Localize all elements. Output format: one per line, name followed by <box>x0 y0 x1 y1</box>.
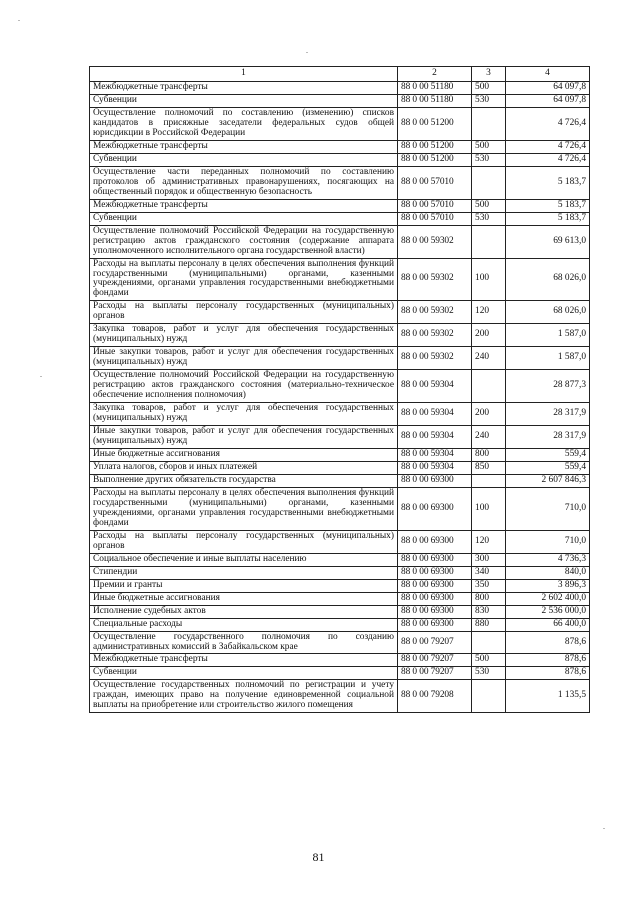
table-row <box>90 82 590 95</box>
table-row <box>90 592 590 605</box>
cell-code: 88 0 00 57010 <box>398 199 472 212</box>
cell-code: 88 0 00 79207 <box>398 667 472 680</box>
cell-name: Межбюджетные трансферты <box>90 199 398 212</box>
cell-vr <box>472 474 506 487</box>
cell-sum: 66 400,0 <box>506 618 590 631</box>
table-row <box>90 426 590 449</box>
cell-vr: 120 <box>472 530 506 553</box>
cell-code: 88 0 00 69300 <box>398 618 472 631</box>
cell-name: Расходы на выплаты персоналу государственных (муниципальных) органов <box>90 301 398 324</box>
cell-name: Субвенции <box>90 667 398 680</box>
cell-name: Иные закупки товаров, работ и услуг для обеспечения государственных (муниципальных) нужд <box>90 347 398 370</box>
cell-vr: 300 <box>472 553 506 566</box>
cell-vr: 530 <box>472 94 506 107</box>
cell-vr <box>472 631 506 654</box>
cell-sum: 5 183,7 <box>506 166 590 199</box>
cell-name: Осуществление части переданных полномочий по составлению протоколов об административных правонарушениях, посягающих на общественный порядок и общественную безопасность <box>90 166 398 199</box>
header-col-code: 2 <box>398 67 472 82</box>
cell-sum: 878,6 <box>506 654 590 667</box>
table-row <box>90 324 590 347</box>
cell-name: Социальное обеспечение и иные выплаты населению <box>90 553 398 566</box>
cell-sum: 64 097,8 <box>506 94 590 107</box>
cell-code: 88 0 00 57010 <box>398 212 472 225</box>
table-row <box>90 199 590 212</box>
header-row <box>90 67 590 82</box>
table-row <box>90 212 590 225</box>
table-row <box>90 258 590 301</box>
cell-vr: 500 <box>472 82 506 95</box>
cell-sum: 5 183,7 <box>506 199 590 212</box>
scan-speck <box>603 828 605 829</box>
cell-vr: 340 <box>472 566 506 579</box>
cell-code: 88 0 00 69300 <box>398 474 472 487</box>
cell-vr: 500 <box>472 654 506 667</box>
cell-code: 88 0 00 69300 <box>398 579 472 592</box>
table-row <box>90 153 590 166</box>
cell-code: 88 0 00 51200 <box>398 153 472 166</box>
cell-code: 88 0 00 57010 <box>398 166 472 199</box>
table-row <box>90 579 590 592</box>
cell-sum: 28 877,3 <box>506 370 590 403</box>
cell-sum: 1 135,5 <box>506 680 590 713</box>
cell-sum: 710,0 <box>506 530 590 553</box>
cell-sum: 64 097,8 <box>506 82 590 95</box>
cell-sum: 69 613,0 <box>506 225 590 258</box>
cell-vr: 530 <box>472 212 506 225</box>
cell-vr: 200 <box>472 324 506 347</box>
table-row <box>90 166 590 199</box>
cell-name: Субвенции <box>90 153 398 166</box>
table-row <box>90 107 590 140</box>
table-row <box>90 225 590 258</box>
cell-vr: 530 <box>472 667 506 680</box>
cell-code: 88 0 00 51180 <box>398 82 472 95</box>
cell-name: Закупка товаров, работ и услуг для обеспечения государственных (муниципальных) нужд <box>90 324 398 347</box>
cell-vr <box>472 225 506 258</box>
scan-speck <box>40 376 42 377</box>
cell-sum: 5 183,7 <box>506 212 590 225</box>
scan-speck <box>18 20 20 21</box>
cell-code: 88 0 00 69300 <box>398 592 472 605</box>
cell-sum: 840,0 <box>506 566 590 579</box>
cell-name: Межбюджетные трансферты <box>90 140 398 153</box>
cell-name: Иные бюджетные ассигнования <box>90 449 398 462</box>
cell-vr: 530 <box>472 153 506 166</box>
cell-vr <box>472 107 506 140</box>
cell-code: 88 0 00 59302 <box>398 324 472 347</box>
cell-name: Иные бюджетные ассигнования <box>90 592 398 605</box>
header-col-vr: 3 <box>472 67 506 82</box>
cell-vr: 800 <box>472 592 506 605</box>
table-row <box>90 140 590 153</box>
cell-code: 88 0 00 59304 <box>398 426 472 449</box>
cell-name: Субвенции <box>90 212 398 225</box>
cell-sum: 710,0 <box>506 487 590 530</box>
budget-table <box>89 66 590 713</box>
cell-code: 88 0 00 51200 <box>398 140 472 153</box>
cell-sum: 3 896,3 <box>506 579 590 592</box>
cell-code: 88 0 00 59304 <box>398 403 472 426</box>
table-row <box>90 654 590 667</box>
cell-sum: 4 726,4 <box>506 107 590 140</box>
table-row <box>90 347 590 370</box>
cell-vr <box>472 680 506 713</box>
cell-vr: 100 <box>472 258 506 301</box>
cell-name: Закупка товаров, работ и услуг для обеспечения государственных (муниципальных) нужд <box>90 403 398 426</box>
cell-name: Осуществление государственного полномочия по созданию административных комиссий в Забайкальском крае <box>90 631 398 654</box>
cell-vr: 240 <box>472 426 506 449</box>
cell-sum: 1 587,0 <box>506 324 590 347</box>
cell-code: 88 0 00 59304 <box>398 370 472 403</box>
cell-vr: 200 <box>472 403 506 426</box>
table-row <box>90 474 590 487</box>
cell-vr <box>472 370 506 403</box>
cell-code: 88 0 00 79207 <box>398 654 472 667</box>
cell-code: 88 0 00 59302 <box>398 225 472 258</box>
cell-name: Осуществление полномочий Российской Федерации на государственную регистрацию актов гражданского состояния (материально-техническое обеспечение исполнения полномочия) <box>90 370 398 403</box>
cell-vr: 100 <box>472 487 506 530</box>
cell-name: Межбюджетные трансферты <box>90 82 398 95</box>
cell-vr: 800 <box>472 449 506 462</box>
header-col-name: 1 <box>90 67 398 82</box>
cell-name: Выполнение других обязательств государства <box>90 474 398 487</box>
table-row <box>90 605 590 618</box>
scan-speck <box>306 52 308 53</box>
cell-code: 88 0 00 69300 <box>398 605 472 618</box>
cell-name: Осуществление государственных полномочий по регистрации и учету граждан, имеющих право на получение единовременной социальной выплаты на приобретение или строительство жилого помещения <box>90 680 398 713</box>
cell-vr: 120 <box>472 301 506 324</box>
cell-code: 88 0 00 79208 <box>398 680 472 713</box>
cell-sum: 68 026,0 <box>506 258 590 301</box>
table-row <box>90 487 590 530</box>
cell-vr: 830 <box>472 605 506 618</box>
cell-name: Стипендии <box>90 566 398 579</box>
table-row <box>90 667 590 680</box>
cell-name: Исполнение судебных актов <box>90 605 398 618</box>
table-body <box>90 82 590 713</box>
table-row <box>90 680 590 713</box>
cell-vr: 500 <box>472 199 506 212</box>
cell-code: 88 0 00 59302 <box>398 301 472 324</box>
cell-name: Расходы на выплаты персоналу государственных (муниципальных) органов <box>90 530 398 553</box>
table-row <box>90 461 590 474</box>
table-header <box>90 67 590 82</box>
cell-name: Иные закупки товаров, работ и услуг для обеспечения государственных (муниципальных) нужд <box>90 426 398 449</box>
header-col-sum: 4 <box>506 67 590 82</box>
table-row <box>90 94 590 107</box>
cell-code: 88 0 00 79207 <box>398 631 472 654</box>
cell-vr: 880 <box>472 618 506 631</box>
table-row <box>90 403 590 426</box>
table-row <box>90 566 590 579</box>
cell-code: 88 0 00 59304 <box>398 449 472 462</box>
cell-sum: 4 736,3 <box>506 553 590 566</box>
cell-code: 88 0 00 69300 <box>398 566 472 579</box>
cell-sum: 68 026,0 <box>506 301 590 324</box>
table-row <box>90 618 590 631</box>
cell-vr: 240 <box>472 347 506 370</box>
table-row <box>90 449 590 462</box>
cell-sum: 4 726,4 <box>506 153 590 166</box>
cell-code: 88 0 00 69300 <box>398 487 472 530</box>
cell-sum: 878,6 <box>506 667 590 680</box>
cell-name: Осуществление полномочий Российской Федерации на государственную регистрацию актов гражданского состояния (содержание аппарата уполномоченного исполнительного органа государственной власти) <box>90 225 398 258</box>
cell-sum: 28 317,9 <box>506 403 590 426</box>
cell-sum: 1 587,0 <box>506 347 590 370</box>
cell-name: Специальные расходы <box>90 618 398 631</box>
cell-name: Межбюджетные трансферты <box>90 654 398 667</box>
cell-name: Расходы на выплаты персоналу в целях обеспечения выполнения функций государственными (муниципальными) органами, казенными учреждениями, органами управления государственными внебюджетными фондами <box>90 487 398 530</box>
cell-sum: 2 536 000,0 <box>506 605 590 618</box>
cell-code: 88 0 00 51180 <box>398 94 472 107</box>
cell-vr: 500 <box>472 140 506 153</box>
cell-code: 88 0 00 51200 <box>398 107 472 140</box>
table-row <box>90 631 590 654</box>
cell-code: 88 0 00 69300 <box>398 553 472 566</box>
table-row <box>90 301 590 324</box>
cell-code: 88 0 00 69300 <box>398 530 472 553</box>
cell-sum: 559,4 <box>506 449 590 462</box>
cell-code: 88 0 00 59302 <box>398 347 472 370</box>
cell-sum: 2 602 400,0 <box>506 592 590 605</box>
cell-sum: 2 607 846,3 <box>506 474 590 487</box>
cell-name: Уплата налогов, сборов и иных платежей <box>90 461 398 474</box>
table-row <box>90 370 590 403</box>
cell-sum: 559,4 <box>506 461 590 474</box>
cell-name: Осуществление полномочий по составлению (изменению) списков кандидатов в присяжные заседатели федеральных судов общей юрисдикции в Российской Федерации <box>90 107 398 140</box>
page-number: 81 <box>312 850 325 864</box>
cell-vr: 350 <box>472 579 506 592</box>
cell-sum: 4 726,4 <box>506 140 590 153</box>
table-row <box>90 553 590 566</box>
cell-sum: 28 317,9 <box>506 426 590 449</box>
cell-name: Премии и гранты <box>90 579 398 592</box>
cell-sum: 878,6 <box>506 631 590 654</box>
cell-name: Расходы на выплаты персоналу в целях обеспечения выполнения функций государственными (муниципальными) органами, казенными учреждениями, органами управления государственными внебюджетными фондами <box>90 258 398 301</box>
cell-code: 88 0 00 59304 <box>398 461 472 474</box>
cell-name: Субвенции <box>90 94 398 107</box>
cell-vr <box>472 166 506 199</box>
cell-vr: 850 <box>472 461 506 474</box>
table-row <box>90 530 590 553</box>
cell-code: 88 0 00 59302 <box>398 258 472 301</box>
